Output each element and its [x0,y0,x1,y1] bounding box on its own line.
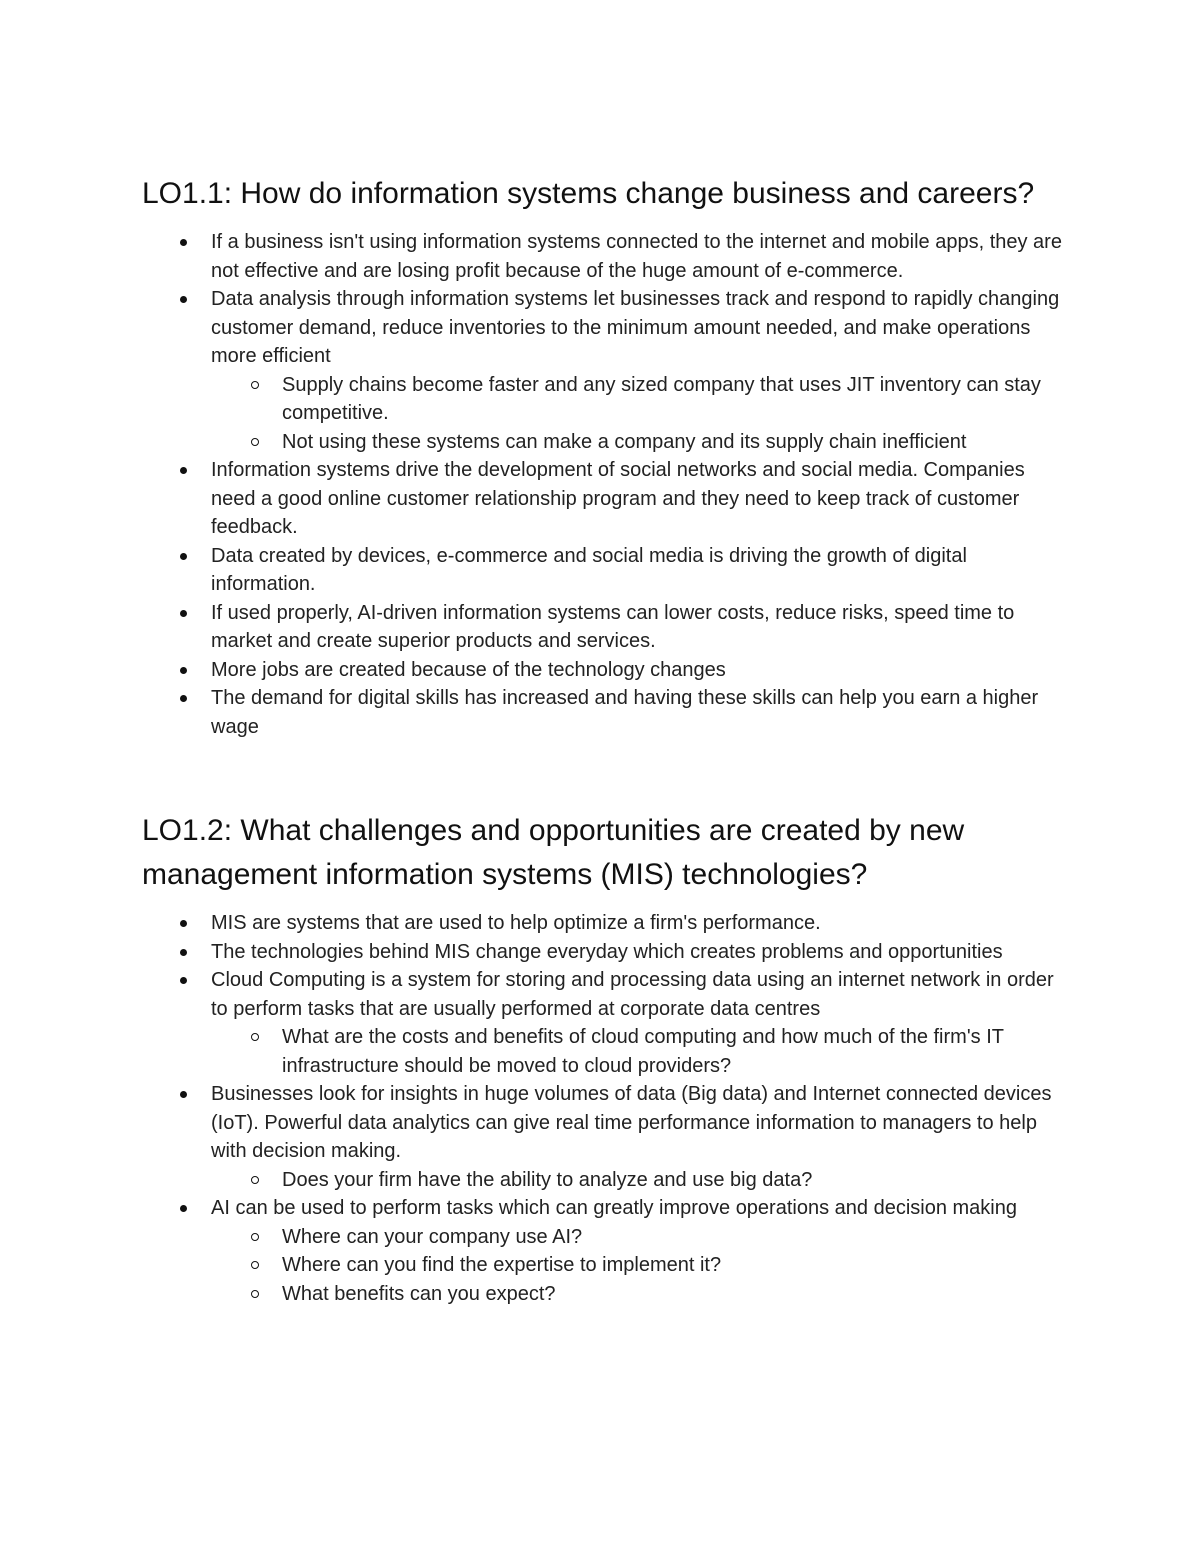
list-item [142,909,1062,938]
list-item [142,228,1062,285]
section-lo1-1 [142,172,1062,741]
sub-list-item [142,1223,1062,1252]
list-item-text: If used properly, AI-driven information systems can lower costs, reduce risks, speed time to market and create superior products and services. [211,601,1015,652]
list-item-text: Data analysis through information systems let businesses track and respond to rapidly changing customer demand, reduce inventories to the minimum amount needed, and make operations more efficient [211,288,1060,367]
sub-list-item [142,1251,1062,1280]
list-item-text: AI can be used to perform tasks which can greatly improve operations and decision making [211,1197,1017,1219]
list-item [142,456,1062,542]
list-item [142,938,1062,967]
list-item-text: If a business isn't using information systems connected to the internet and mobile apps, they are not effective and are losing profit because of the huge amount of e-commerce. [211,231,1062,282]
list-item [142,966,1062,1080]
document-content [142,172,1062,1308]
bullet-icon [180,1205,187,1212]
sub-list-item [142,1280,1062,1309]
sub-list [211,1023,1062,1080]
sub-list-item-text: What are the costs and benefits of cloud computing and how much of the firm's IT infrastructure should be moved to cloud providers? [282,1026,1004,1077]
hollow-bullet-icon [251,1261,259,1269]
list-item-text: The technologies behind MIS change everyday which creates problems and opportunities [211,940,1003,963]
list-item-text: MIS are systems that are used to help optimize a firm's performance. [211,912,821,934]
bullet-list [142,909,1062,1308]
list-item [142,656,1062,685]
sub-list [211,371,1062,457]
list-item [142,1080,1062,1194]
sub-list [211,1166,1062,1195]
list-item-text: Businesses look for insights in huge volumes of data (Big data) and Internet connected devices (IoT). Powerful data analytics can give real time performance information to managers to help with decision making. [211,1083,1052,1162]
bullet-icon [180,949,187,956]
bullet-icon [180,553,187,560]
list-item-text: Data created by devices, e-commerce and social media is driving the growth of digital information. [211,544,967,595]
hollow-bullet-icon [251,1233,259,1241]
hollow-bullet-icon [251,1176,259,1184]
sub-list-item [142,1023,1062,1080]
sub-list-item [142,428,1062,457]
sub-list-item-text: Where can your company use AI? [282,1225,583,1248]
hollow-bullet-icon [251,1033,259,1041]
list-item [142,1194,1062,1308]
bullet-icon [180,667,187,674]
section-heading: LO1.2: What challenges and opportunities are created by new management information systems (MIS) technologies? [142,814,965,891]
list-item-text: Information systems drive the development of social networks and social media. Companies need a good online customer relationship program and they need to keep track of customer feedback. [211,459,1025,538]
list-item [142,684,1062,741]
sub-list-item-text: Does your firm have the ability to analyze and use big data? [282,1168,813,1191]
list-item [142,542,1062,599]
list-item [142,599,1062,656]
hollow-bullet-icon [251,1290,259,1298]
sub-list-item [142,371,1062,428]
list-item-text: The demand for digital skills has increased and having these skills can help you earn a higher wage [211,687,1039,738]
bullet-icon [180,1091,187,1098]
sub-list-item-text: Supply chains become faster and any sized company that uses JIT inventory can stay competitive. [282,373,1041,424]
bullet-icon [180,920,187,927]
bullet-icon [180,695,187,702]
sub-list [211,1223,1062,1309]
bullet-icon [180,296,187,303]
sub-list-item-text: Where can you find the expertise to implement it? [282,1254,722,1276]
bullet-icon [180,610,187,617]
list-item-text: More jobs are created because of the technology changes [211,658,726,681]
bullet-icon [180,239,187,246]
bullet-list [142,228,1062,741]
sub-list-item [142,1166,1062,1195]
sub-list-item-text: Not using these systems can make a company and its supply chain inefficient [282,430,967,453]
list-item [142,285,1062,456]
hollow-bullet-icon [251,438,259,446]
section-lo1-2 [142,809,1062,1308]
list-item-text: Cloud Computing is a system for storing and processing data using an internet network in order to perform tasks that are usually performed at corporate data centres [211,969,1054,1020]
bullet-icon [180,977,187,984]
hollow-bullet-icon [251,381,259,389]
sub-list-item-text: What benefits can you expect? [282,1282,556,1305]
bullet-icon [180,467,187,474]
section-heading: LO1.1: How do information systems change business and careers? [142,177,1035,210]
